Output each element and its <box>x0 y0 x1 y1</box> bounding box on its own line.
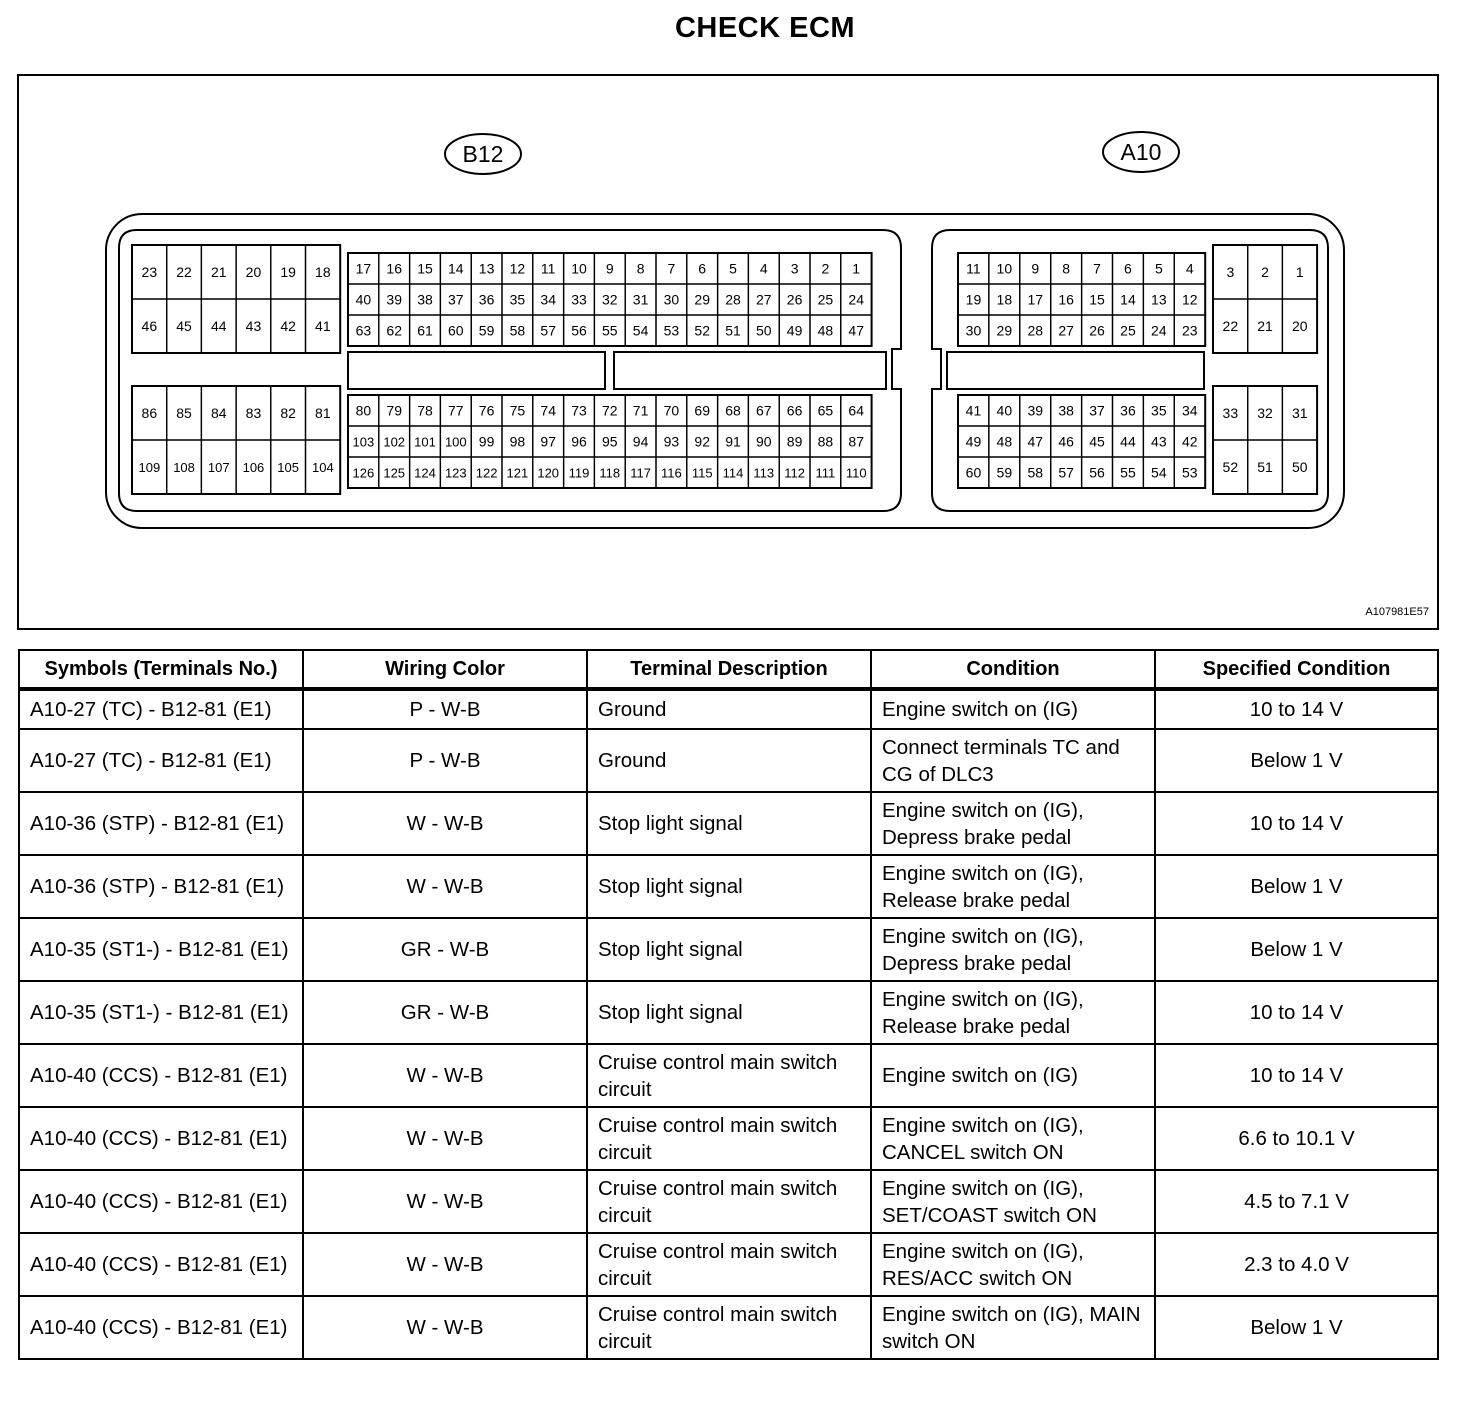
pin-number: 12 <box>1181 291 1198 308</box>
b12-pin-block <box>348 395 872 488</box>
pin-number: 86 <box>141 405 158 421</box>
header-condition: Condition <box>871 650 1155 689</box>
cell-terminal-description: Cruise control main switch circuit <box>587 1170 871 1233</box>
pin-number: 14 <box>448 260 464 277</box>
table-row <box>19 1170 1438 1233</box>
pin-number: 111 <box>815 465 836 481</box>
pin-number: 31 <box>1291 405 1308 421</box>
pin-number: 50 <box>756 322 772 339</box>
pin-number: 21 <box>1257 318 1273 334</box>
pin-number: 45 <box>1089 433 1105 450</box>
pin-number: 101 <box>414 434 436 450</box>
table-row <box>19 1107 1438 1170</box>
pin-number: 79 <box>386 402 402 419</box>
cell-symbols: A10-35 (ST1-) - B12-81 (E1) <box>19 981 303 1044</box>
pin-number: 87 <box>848 433 864 450</box>
pin-number: 9 <box>605 260 614 277</box>
pin-number: 57 <box>540 322 556 339</box>
pin-number: 107 <box>207 460 230 475</box>
pin-number: 42 <box>1181 433 1198 450</box>
cell-condition: Connect terminals TC and CG of DLC3 <box>871 729 1155 792</box>
pin-number: 83 <box>245 405 262 421</box>
cell-condition: Engine switch on (IG) <box>871 1044 1155 1107</box>
pin-number: 115 <box>691 465 713 481</box>
pin-number: 28 <box>1027 322 1044 339</box>
pin-number: 36 <box>1120 402 1136 419</box>
pin-number: 110 <box>845 465 867 481</box>
pin-number: 58 <box>509 322 526 339</box>
pin-number: 56 <box>571 322 587 339</box>
page-title: CHECK ECM <box>674 12 856 44</box>
pin-number: 55 <box>1120 464 1136 481</box>
pin-number: 80 <box>355 402 372 419</box>
pin-number: 10 <box>996 260 1013 277</box>
pin-number: 17 <box>1027 291 1044 308</box>
pin-number: 26 <box>786 291 803 308</box>
cell-wiring-color: W - W-B <box>303 1296 587 1359</box>
pin-number: 97 <box>540 433 556 450</box>
pin-number: 25 <box>1120 322 1136 339</box>
b12-label: B12 <box>462 141 504 167</box>
pin-number: 7 <box>667 260 676 277</box>
pin-number: 3 <box>790 260 799 277</box>
pin-number: 27 <box>756 291 772 308</box>
pin-number: 74 <box>540 402 556 419</box>
table-row <box>19 792 1438 855</box>
pin-number: 45 <box>176 318 192 334</box>
pin-number: 22 <box>1222 318 1239 334</box>
a10-label: A10 <box>1120 139 1162 165</box>
pin-number: 64 <box>848 402 864 419</box>
pin-number: 8 <box>636 260 645 277</box>
cell-condition: Engine switch on (IG), SET/COAST switch ON <box>871 1170 1155 1233</box>
pin-number: 88 <box>817 433 834 450</box>
cell-wiring-color: W - W-B <box>303 1107 587 1170</box>
pin-number: 51 <box>1257 459 1273 475</box>
pin-number: 102 <box>383 434 406 450</box>
cell-wiring-color: W - W-B <box>303 1233 587 1296</box>
cell-symbols: A10-27 (TC) - B12-81 (E1) <box>19 729 303 792</box>
pin-number: 57 <box>1058 464 1074 481</box>
cell-specified-condition: Below 1 V <box>1155 855 1438 918</box>
pin-number: 93 <box>663 433 680 450</box>
cell-wiring-color: GR - W-B <box>303 981 587 1044</box>
pin-number: 4 <box>1185 260 1194 277</box>
pin-number: 33 <box>1222 405 1239 421</box>
cell-specified-condition: 10 to 14 V <box>1155 792 1438 855</box>
pin-number: 92 <box>694 433 710 450</box>
pin-number: 35 <box>509 291 526 308</box>
cell-terminal-description: Stop light signal <box>587 792 871 855</box>
b12-pin-block <box>132 245 340 353</box>
table-row <box>19 729 1438 792</box>
cell-terminal-description: Ground <box>587 729 871 792</box>
pin-number: 24 <box>1151 322 1167 339</box>
pin-number: 43 <box>1151 433 1167 450</box>
pin-number: 20 <box>1291 318 1308 334</box>
terminal-pins <box>132 245 1317 494</box>
cell-specified-condition: 10 to 14 V <box>1155 1044 1438 1107</box>
pin-number: 16 <box>1058 291 1074 308</box>
pin-number: 44 <box>1120 433 1136 450</box>
pin-number: 37 <box>1089 402 1105 419</box>
pin-number: 105 <box>277 460 300 475</box>
pin-number: 54 <box>1151 464 1167 481</box>
cell-terminal-description: Cruise control main switch circuit <box>587 1107 871 1170</box>
cell-terminal-description: Stop light signal <box>587 981 871 1044</box>
pin-number: 50 <box>1291 459 1308 475</box>
pin-number: 77 <box>448 402 464 419</box>
pin-number: 13 <box>478 260 495 277</box>
pin-number: 30 <box>663 291 680 308</box>
pin-number: 3 <box>1226 264 1235 280</box>
pin-number: 43 <box>245 318 262 334</box>
cell-terminal-description: Cruise control main switch circuit <box>587 1044 871 1107</box>
a10-pin-block <box>958 395 1205 488</box>
cell-terminal-description: Ground <box>587 689 871 729</box>
pin-number: 15 <box>417 260 433 277</box>
pin-number: 53 <box>663 322 680 339</box>
header-wiring-color: Wiring Color <box>303 650 587 689</box>
pin-number: 29 <box>694 291 710 308</box>
pin-number: 18 <box>315 264 331 280</box>
cell-condition: Engine switch on (IG), RES/ACC switch ON <box>871 1233 1155 1296</box>
pin-number: 38 <box>1058 402 1074 419</box>
cell-terminal-description: Cruise control main switch circuit <box>587 1296 871 1359</box>
table-row <box>19 918 1438 981</box>
a10-pin-block <box>1213 245 1317 353</box>
cell-symbols: A10-36 (STP) - B12-81 (E1) <box>19 792 303 855</box>
cell-condition: Engine switch on (IG), Release brake pedal <box>871 981 1155 1044</box>
pin-number: 72 <box>602 402 618 419</box>
pin-number: 14 <box>1120 291 1136 308</box>
pin-number: 113 <box>753 465 775 481</box>
pin-number: 118 <box>599 465 621 481</box>
pin-number: 22 <box>176 264 192 280</box>
cell-terminal-description: Cruise control main switch circuit <box>587 1233 871 1296</box>
pin-number: 120 <box>537 465 560 481</box>
pin-number: 65 <box>817 402 834 419</box>
pin-number: 103 <box>352 434 375 450</box>
pin-number: 23 <box>1181 322 1198 339</box>
pin-number: 48 <box>817 322 834 339</box>
pin-number: 25 <box>817 291 834 308</box>
pin-number: 117 <box>630 465 651 481</box>
pin-number: 51 <box>725 322 741 339</box>
pin-number: 32 <box>1257 405 1273 421</box>
pin-number: 125 <box>383 465 406 481</box>
pin-number: 114 <box>722 465 744 481</box>
pin-number: 18 <box>996 291 1013 308</box>
cell-wiring-color: W - W-B <box>303 855 587 918</box>
pin-number: 6 <box>698 260 707 277</box>
pin-number: 124 <box>414 465 436 481</box>
cell-specified-condition: 4.5 to 7.1 V <box>1155 1170 1438 1233</box>
pin-number: 63 <box>355 322 372 339</box>
pin-number: 34 <box>1181 402 1198 419</box>
pin-number: 41 <box>965 402 982 419</box>
pin-number: 89 <box>786 433 803 450</box>
pin-number: 121 <box>506 465 529 481</box>
pin-number: 15 <box>1089 291 1105 308</box>
cell-specified-condition: 2.3 to 4.0 V <box>1155 1233 1438 1296</box>
b12-key-slot-right <box>614 352 886 389</box>
pin-number: 123 <box>444 465 467 481</box>
cell-specified-condition: Below 1 V <box>1155 729 1438 792</box>
pin-number: 116 <box>661 465 682 481</box>
pin-number: 52 <box>694 322 710 339</box>
connector-drawing <box>19 76 1441 632</box>
pin-number: 90 <box>756 433 772 450</box>
pin-number: 5 <box>729 260 737 277</box>
pin-number: 95 <box>602 433 618 450</box>
pin-number: 68 <box>725 402 741 419</box>
pin-number: 7 <box>1093 260 1101 277</box>
cell-symbols: A10-40 (CCS) - B12-81 (E1) <box>19 1170 303 1233</box>
cell-wiring-color: P - W-B <box>303 729 587 792</box>
pin-number: 67 <box>756 402 772 419</box>
pin-number: 61 <box>417 322 433 339</box>
pin-number: 108 <box>173 460 195 475</box>
cell-symbols: A10-40 (CCS) - B12-81 (E1) <box>19 1107 303 1170</box>
pin-number: 47 <box>1027 433 1044 450</box>
pin-number: 94 <box>632 433 649 450</box>
pin-number: 99 <box>478 433 495 450</box>
pin-number: 42 <box>280 318 296 334</box>
cell-symbols: A10-40 (CCS) - B12-81 (E1) <box>19 1044 303 1107</box>
pin-number: 71 <box>632 402 649 419</box>
cell-terminal-description: Stop light signal <box>587 855 871 918</box>
pin-number: 122 <box>475 465 498 481</box>
pin-number: 5 <box>1154 260 1163 277</box>
pin-number: 8 <box>1062 260 1071 277</box>
cell-wiring-color: W - W-B <box>303 792 587 855</box>
pin-number: 9 <box>1031 260 1040 277</box>
cell-specified-condition: 10 to 14 V <box>1155 689 1438 729</box>
pin-number: 76 <box>478 402 495 419</box>
pin-number: 104 <box>311 460 334 475</box>
cell-specified-condition: 6.6 to 10.1 V <box>1155 1107 1438 1170</box>
pin-number: 109 <box>138 460 161 475</box>
pin-number: 106 <box>242 460 265 475</box>
terminal-spec-table <box>18 649 1439 1360</box>
pin-number: 84 <box>210 405 227 421</box>
pin-number: 44 <box>210 318 227 334</box>
pin-number: 52 <box>1222 459 1239 475</box>
cell-condition: Engine switch on (IG), MAIN switch ON <box>871 1296 1155 1359</box>
pin-number: 85 <box>176 405 192 421</box>
cell-condition: Engine switch on (IG), Release brake pedal <box>871 855 1155 918</box>
pin-number: 46 <box>141 318 158 334</box>
table-header-row <box>19 650 1438 689</box>
cell-symbols: A10-27 (TC) - B12-81 (E1) <box>19 689 303 729</box>
pin-number: 126 <box>352 465 375 481</box>
pin-number: 35 <box>1151 402 1167 419</box>
pin-number: 47 <box>848 322 864 339</box>
pin-number: 10 <box>571 260 587 277</box>
pin-number: 1 <box>1295 264 1304 280</box>
pin-number: 30 <box>965 322 982 339</box>
pin-number: 27 <box>1058 322 1074 339</box>
pin-number: 119 <box>568 465 590 481</box>
a10-key-slot <box>947 352 1204 389</box>
pin-number: 59 <box>996 464 1013 481</box>
table-row <box>19 689 1438 729</box>
pin-number: 40 <box>355 291 372 308</box>
cell-symbols: A10-40 (CCS) - B12-81 (E1) <box>19 1296 303 1359</box>
b12-pin-block <box>132 386 340 494</box>
cell-specified-condition: 10 to 14 V <box>1155 981 1438 1044</box>
pin-number: 96 <box>571 433 587 450</box>
pin-number: 19 <box>280 264 296 280</box>
pin-number: 36 <box>478 291 495 308</box>
cell-wiring-color: P - W-B <box>303 689 587 729</box>
cell-specified-condition: Below 1 V <box>1155 918 1438 981</box>
cell-wiring-color: W - W-B <box>303 1170 587 1233</box>
cell-wiring-color: W - W-B <box>303 1044 587 1107</box>
pin-number: 21 <box>210 264 227 280</box>
table-row <box>19 1233 1438 1296</box>
pin-number: 12 <box>509 260 526 277</box>
header-symbols: Symbols (Terminals No.) <box>19 650 303 689</box>
table-row <box>19 855 1438 918</box>
pin-number: 4 <box>759 260 768 277</box>
pin-number: 38 <box>417 291 433 308</box>
cell-wiring-color: GR - W-B <box>303 918 587 981</box>
pin-number: 60 <box>965 464 982 481</box>
pin-number: 75 <box>509 402 526 419</box>
pin-number: 28 <box>725 291 741 308</box>
pin-number: 46 <box>1058 433 1074 450</box>
pin-number: 34 <box>540 291 556 308</box>
pin-number: 48 <box>996 433 1013 450</box>
header-terminal-description: Terminal Description <box>587 650 871 689</box>
pin-number: 13 <box>1151 291 1167 308</box>
pin-number: 6 <box>1124 260 1132 277</box>
pin-number: 82 <box>280 405 296 421</box>
table-row <box>19 1044 1438 1107</box>
pin-number: 32 <box>602 291 618 308</box>
pin-number: 49 <box>965 433 982 450</box>
cell-symbols: A10-40 (CCS) - B12-81 (E1) <box>19 1233 303 1296</box>
pin-number: 98 <box>509 433 526 450</box>
pin-number: 41 <box>315 318 331 334</box>
pin-number: 69 <box>694 402 710 419</box>
pin-number: 2 <box>1261 264 1269 280</box>
cell-condition: Engine switch on (IG), Depress brake pedal <box>871 918 1155 981</box>
pin-number: 33 <box>571 291 587 308</box>
pin-number: 26 <box>1089 322 1105 339</box>
cell-symbols: A10-35 (ST1-) - B12-81 (E1) <box>19 918 303 981</box>
ecm-connector-diagram <box>17 74 1439 630</box>
b12-pin-block <box>348 253 872 346</box>
pin-number: 19 <box>965 291 982 308</box>
cell-specified-condition: Below 1 V <box>1155 1296 1438 1359</box>
cell-condition: Engine switch on (IG), Depress brake pedal <box>871 792 1155 855</box>
cell-condition: Engine switch on (IG), CANCEL switch ON <box>871 1107 1155 1170</box>
pin-number: 53 <box>1181 464 1198 481</box>
pin-number: 66 <box>786 402 803 419</box>
cell-terminal-description: Stop light signal <box>587 918 871 981</box>
pin-number: 24 <box>848 291 864 308</box>
pin-number: 2 <box>821 260 830 277</box>
pin-number: 29 <box>996 322 1013 339</box>
pin-number: 23 <box>141 264 158 280</box>
pin-number: 70 <box>663 402 680 419</box>
pin-number: 91 <box>725 433 741 450</box>
pin-number: 60 <box>448 322 464 339</box>
pin-number: 31 <box>632 291 649 308</box>
pin-number: 73 <box>571 402 587 419</box>
pin-number: 54 <box>632 322 649 339</box>
pin-number: 112 <box>784 465 805 481</box>
a10-pin-block <box>958 253 1205 346</box>
b12-key-slot-left <box>348 352 605 389</box>
pin-number: 17 <box>355 260 372 277</box>
table-row <box>19 981 1438 1044</box>
pin-number: 20 <box>245 264 262 280</box>
pin-number: 1 <box>852 260 861 277</box>
pin-number: 11 <box>540 260 556 277</box>
pin-number: 39 <box>1027 402 1044 419</box>
pin-number: 100 <box>444 434 467 450</box>
pin-number: 56 <box>1089 464 1105 481</box>
pin-number: 40 <box>996 402 1013 419</box>
pin-number: 78 <box>417 402 433 419</box>
pin-number: 16 <box>386 260 402 277</box>
pin-number: 59 <box>478 322 495 339</box>
pin-number: 62 <box>386 322 402 339</box>
pin-number: 11 <box>966 260 981 277</box>
pin-number: 37 <box>448 291 464 308</box>
pin-number: 55 <box>602 322 618 339</box>
table-row <box>19 1296 1438 1359</box>
pin-number: 49 <box>786 322 803 339</box>
header-specified-condition: Specified Condition <box>1155 650 1438 689</box>
figure-id: A107981E57 <box>1365 606 1429 618</box>
pin-number: 81 <box>315 405 331 421</box>
pin-number: 58 <box>1027 464 1044 481</box>
a10-pin-block <box>1213 386 1317 494</box>
cell-symbols: A10-36 (STP) - B12-81 (E1) <box>19 855 303 918</box>
pin-number: 39 <box>386 291 402 308</box>
cell-condition: Engine switch on (IG) <box>871 689 1155 729</box>
